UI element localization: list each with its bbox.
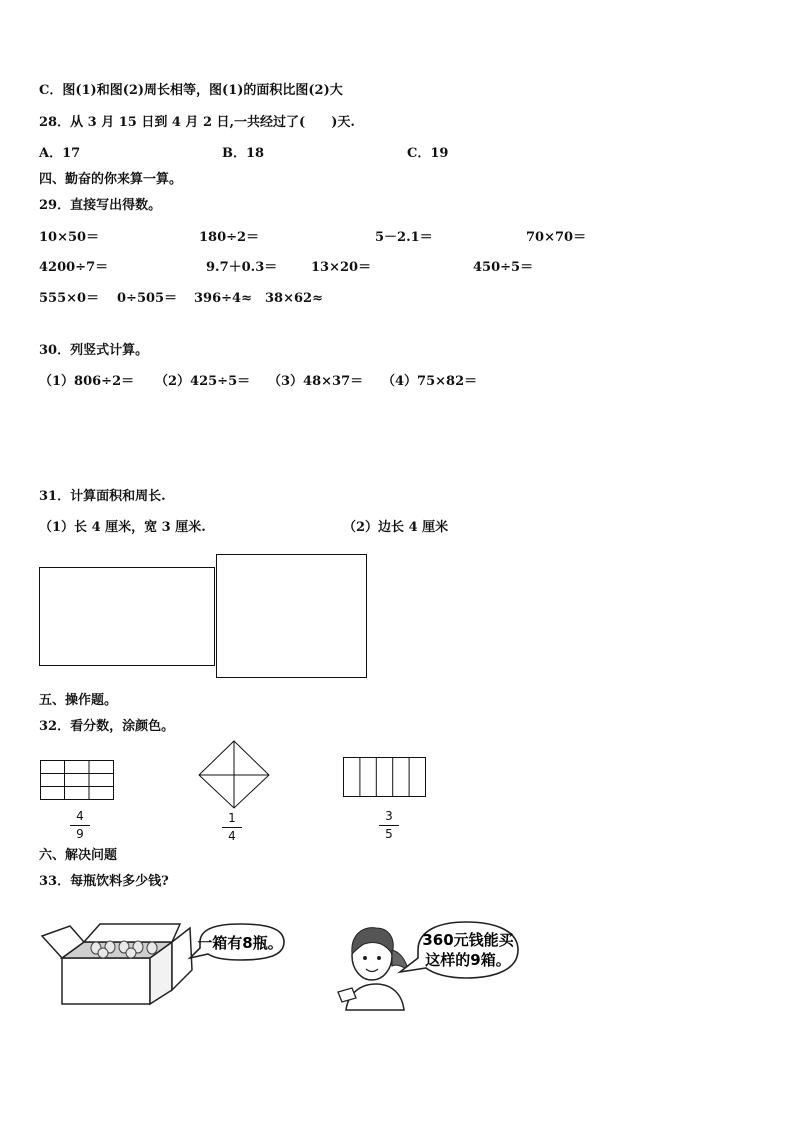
- square-figure: [216, 554, 367, 678]
- fraction-denominator: 5: [385, 827, 393, 841]
- drink-box-illustration: [40, 918, 290, 1008]
- box-bubble-text: 一箱有8瓶。: [197, 934, 283, 952]
- question-30: 30．列竖式计算。: [39, 343, 149, 358]
- fraction-bar: [379, 825, 399, 826]
- q30-item: （1）806÷2＝: [39, 374, 135, 389]
- q29-item: 396÷4≈: [194, 291, 252, 306]
- q29-item: 5－2.1＝: [375, 230, 433, 245]
- q29-item: 450÷5＝: [473, 260, 534, 275]
- girl-illustration: [334, 914, 534, 1014]
- fraction-denominator: 9: [76, 827, 84, 841]
- question-31: 31．计算面积和周长.: [39, 489, 166, 504]
- fraction-bar: [222, 827, 242, 828]
- q29-item: 180÷2＝: [199, 230, 260, 245]
- section-5-title: 五、操作题。: [39, 693, 118, 708]
- q29-item: 9.7＋0.3＝: [206, 260, 278, 275]
- q30-item: （2）425÷5＝: [155, 374, 251, 389]
- q29-item: 10×50＝: [39, 230, 100, 245]
- fraction-numerator: 4: [76, 809, 84, 823]
- fraction-bar: [70, 825, 90, 826]
- fraction-one-quarter: [220, 812, 244, 843]
- q28-option-c: C．19: [407, 146, 449, 161]
- q30-item: （4）75×82＝: [382, 374, 478, 389]
- q30-item: （3）48×37＝: [268, 374, 364, 389]
- q29-item: 555×0＝: [39, 291, 100, 306]
- q29-item: 38×62≈: [265, 291, 323, 306]
- diamond-four-parts: [197, 740, 271, 810]
- q31-part-1: （1）长 4 厘米，宽 3 厘米.: [39, 520, 206, 535]
- question-28: 28．从 3 月 15 日到 4 月 2 日,一共经过了( )天.: [39, 115, 355, 130]
- girl-bubble-line-2: 这样的9箱。: [425, 951, 511, 969]
- q29-item: 4200÷7＝: [39, 260, 109, 275]
- fraction-four-ninths: [68, 810, 92, 841]
- question-29: 29．直接写出得数。: [39, 198, 162, 213]
- q29-item: 70×70＝: [526, 230, 587, 245]
- section-6-title: 六、解决问题: [39, 848, 118, 863]
- option-c-previous: C．图(1)和图(2)周长相等，图(1)的面积比图(2)大: [39, 83, 343, 98]
- q28-option-a: A．17: [39, 146, 81, 161]
- q31-part-2: （2）边长 4 厘米: [343, 520, 449, 535]
- fraction-numerator: 3: [385, 809, 393, 823]
- girl-bubble-line-1: 360元钱能买: [422, 931, 514, 949]
- fraction-numerator: 1: [228, 811, 236, 825]
- section-4-title: 四、勤奋的你来算一算。: [39, 172, 183, 187]
- q29-item: 0÷505＝: [117, 291, 178, 306]
- grid-nine-parts: [40, 760, 114, 801]
- question-33: 33．每瓶饮料多少钱?: [39, 874, 169, 889]
- rectangle-figure: [39, 567, 215, 666]
- q29-item: 13×20＝: [311, 260, 372, 275]
- question-32: 32．看分数，涂颜色。: [39, 719, 175, 734]
- strip-five-parts: [343, 757, 426, 797]
- q28-option-b: B．18: [222, 146, 265, 161]
- fraction-denominator: 4: [228, 829, 236, 843]
- fraction-three-fifths: [377, 810, 401, 841]
